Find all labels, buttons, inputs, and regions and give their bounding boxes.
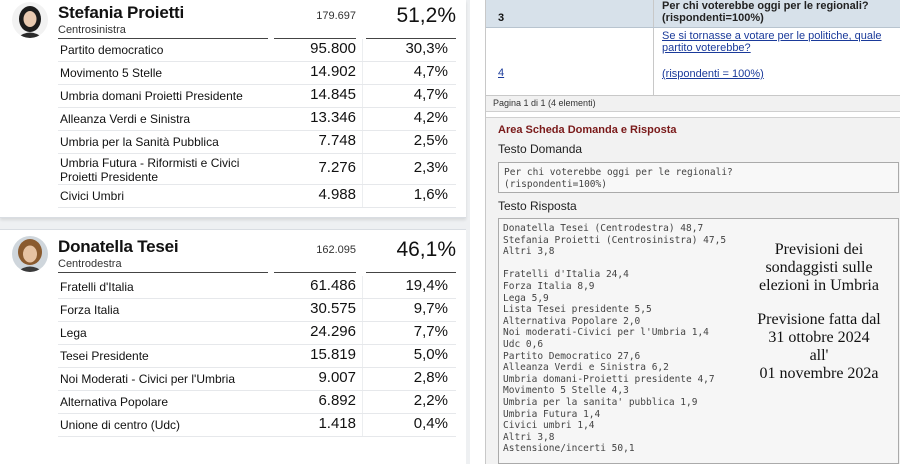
party-percent: 4,7% [413,63,448,80]
party-percent: 1,6% [413,186,448,203]
answer-line: Partito Democratico 27,6 [503,350,641,362]
overlay-line: Previsione fatta dal [757,311,881,328]
party-name: Alleanza Verdi e Sinistra [60,112,191,126]
answer-label: Testo Risposta [498,199,577,213]
question-answer-area [486,117,900,464]
party-percent: 2,3% [413,159,448,176]
party-votes: 14.845 [310,86,356,103]
answer-line: Lista Tesei presidente 5,5 [503,304,652,316]
party-row [0,62,466,85]
candidate-votes: 162.095 [316,244,356,256]
table-row[interactable] [486,28,900,96]
party-votes: 24.296 [310,323,356,340]
party-name: Tesei Presidente [60,349,149,363]
avatar [12,236,48,272]
candidate-card-proietti [0,0,466,218]
avatar [12,2,48,38]
grid-cell [486,28,654,95]
survey-panel [485,0,900,464]
party-votes: 95.800 [310,40,356,57]
answer-line: Civici umbri 1,4 [503,420,595,432]
party-row [0,299,466,322]
party-row [0,131,466,154]
party-percent: 9,7% [413,300,448,317]
overlay-line: sondaggisti sulle [765,259,873,276]
party-votes: 6.892 [318,392,356,409]
party-row [0,391,466,414]
answer-line: Umbria domani-Proietti presidente 4,7 [503,373,715,385]
party-name: Forza Italia [60,303,120,317]
answer-line: Alternativa Popolare 2,0 [503,315,641,327]
area-title: Area Scheda Domanda e Risposta [498,124,677,136]
answer-line: Lega 5,9 [503,292,549,304]
party-votes: 7.276 [318,159,356,176]
party-list [0,276,466,437]
candidate-coalition: Centrodestra [58,258,122,270]
party-list [0,39,466,208]
party-name: Partito democratico [60,43,164,57]
party-votes: 61.486 [310,277,356,294]
candidate-header [0,0,466,40]
party-votes: 30.575 [310,300,356,317]
party-percent: 5,0% [413,346,448,363]
answer-lines [503,223,753,455]
question-link[interactable]: Se si tornasse a votare per le politiche, quale partito voterebbe? [662,30,882,54]
party-row [0,414,466,437]
party-percent: 30,3% [405,40,448,57]
candidate-coalition: Centrosinistra [58,24,126,36]
answer-line: Alleanza Verdi e Sinistra 6,2 [503,362,669,374]
party-votes: 15.819 [310,346,356,363]
party-row [0,322,466,345]
answer-textbox[interactable] [498,218,899,464]
candidate-votes: 179.697 [316,10,356,22]
party-votes: 4.988 [318,186,356,203]
question-note-link[interactable]: (rispondenti = 100%) [662,68,764,80]
party-name: Noi Moderati - Civici per l'Umbria [60,372,235,386]
party-name: Umbria Futura - Riformisti e Civici Proietti Presidente [60,156,240,184]
party-row [0,39,466,62]
candidate-percent: 51,2% [396,4,456,27]
answer-line: Altri 3,8 [503,431,555,443]
divider [366,272,456,273]
party-row [0,185,466,208]
pager [486,96,900,112]
party-name: Alternativa Popolare [60,395,169,409]
overlay-title [739,241,899,295]
overlay-line: elezioni in Umbria [759,277,879,294]
party-percent: 2,8% [413,369,448,386]
party-name: Civici Umbri [60,189,124,203]
pager-text: Pagina 1 di 1 (4 elementi) [493,98,596,108]
party-row [0,108,466,131]
party-percent: 19,4% [405,277,448,294]
divider [274,272,356,273]
question-number-link[interactable]: 4 [498,67,505,79]
answer-line: Movimento 5 Stelle 4,3 [503,385,629,397]
answer-line: Donatella Tesei (Centrodestra) 48,7 [503,223,704,234]
party-votes: 1.418 [318,415,356,432]
party-percent: 4,7% [413,86,448,103]
overlay-caption [739,241,899,383]
party-row [0,276,466,299]
party-percent: 7,7% [413,323,448,340]
party-votes: 14.902 [310,63,356,80]
divider [58,272,268,273]
answer-line: Fratelli d'Italia 24,4 [503,269,629,281]
question-text-line: (rispondenti=100%) [504,179,607,190]
overlay-date [739,311,899,383]
candidate-name: Stefania Proietti [58,3,185,22]
party-name: Fratelli d'Italia [60,280,134,294]
candidate-card-tesei [0,229,466,464]
party-votes: 7.748 [318,132,356,149]
answer-line [503,258,753,270]
table-row[interactable] [486,0,900,28]
question-text-line: Per chi voterebbe oggi per le regionali? [504,167,733,178]
party-votes: 13.346 [310,109,356,126]
candidate-header [0,234,466,274]
party-percent: 2,2% [413,392,448,409]
party-row [0,154,466,185]
party-row [0,368,466,391]
question-text: Per chi voterebbe oggi per le regionali? (rispondenti=100%) [662,0,869,24]
answer-line: Altri 3,8 [503,246,555,258]
party-votes: 9.007 [318,369,356,386]
party-percent: 2,5% [413,132,448,149]
answer-line: Noi moderati-Civici per l'Umbria 1,4 [503,327,709,339]
question-label: Testo Domanda [498,142,583,156]
party-name: Umbria domani Proietti Presidente [60,89,243,103]
answer-line: Stefania Proietti (Centrosinistra) 47,5 [503,234,727,246]
grid-cell [486,0,654,27]
overlay-line: 31 ottobre 2024 [768,329,870,346]
question-textbox[interactable] [498,162,899,193]
party-percent: 0,4% [413,415,448,432]
party-name: Umbria per la Sanità Pubblica [60,135,219,149]
party-percent: 4,2% [413,109,448,126]
candidate-name: Donatella Tesei [58,237,179,256]
overlay-line: all' [809,347,829,364]
question-number: 3 [498,12,505,24]
answer-line: Udc 0,6 [503,338,544,350]
overlay-line: Previsioni dei [774,241,864,258]
party-row [0,345,466,368]
overlay-line: 01 novembre 202a [759,365,879,382]
party-row [0,85,466,108]
party-name: Movimento 5 Stelle [60,66,163,80]
party-name: Lega [60,326,87,340]
answer-line: Forza Italia 8,9 [503,280,595,292]
answer-line: Umbria Futura 1,4 [503,408,601,420]
candidate-percent: 46,1% [396,238,456,261]
answer-line: Astensione/incerti 50,1 [503,443,635,455]
party-name: Unione di centro (Udc) [60,418,181,432]
answer-line: Umbria per la sanita' pubblica 1,9 [503,396,698,408]
